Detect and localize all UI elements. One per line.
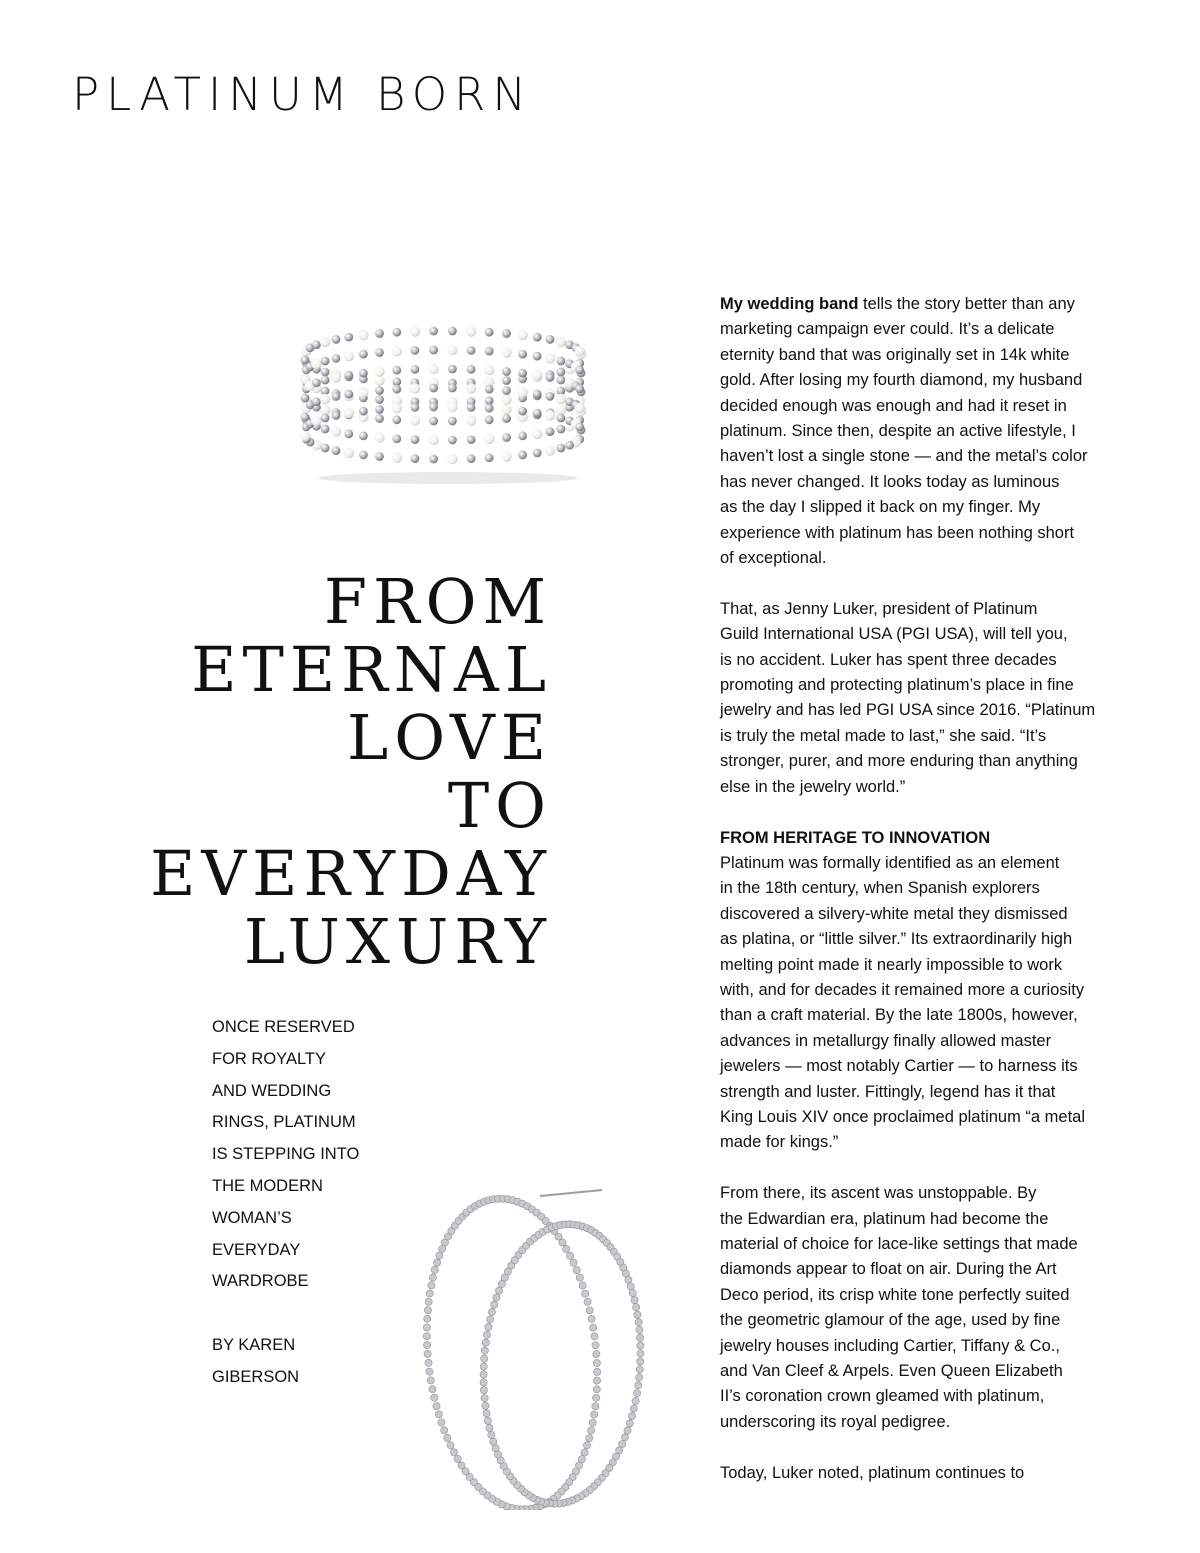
lead-in: My wedding band — [720, 295, 859, 313]
headline-line: LOVE — [347, 701, 552, 774]
paragraph-line: jewelry houses including Cartier, Tiffany & Co., — [720, 1336, 1060, 1355]
deck-line: FOR ROYALTY — [212, 1049, 326, 1068]
paragraph-line: decided enough was enough and had it reset in — [720, 396, 1067, 415]
paragraph-line: Deco period, its crisp white tone perfectly suited — [720, 1285, 1070, 1304]
paragraph-line: advances in metallurgy finally allowed master — [720, 1031, 1052, 1050]
masthead: PLATINUM BORN — [72, 68, 534, 121]
paragraph-line: jewelry and has led PGI USA since 2016. “Platinum — [720, 701, 1096, 720]
paragraph-line: strength and luster. Fittingly, legend has it that — [720, 1082, 1056, 1101]
paragraph-line: haven’t lost a single stone — and the metal’s color — [720, 447, 1088, 466]
paragraph-line: King Louis XIV once proclaimed platinum “a metal — [720, 1107, 1086, 1126]
paragraph-line: melting point made it nearly impossible to work — [720, 955, 1063, 974]
headline-line: TO — [447, 769, 552, 842]
hoop-earrings-photo — [412, 1186, 668, 1510]
paragraph-line: as platina, or “little silver.” Its extraordinarily high — [720, 930, 1073, 949]
headline-line: FROM — [323, 565, 552, 638]
paragraph-line: Platinum was formally identified as an element — [720, 853, 1060, 872]
paragraph-line: My wedding band tells the story better than any — [720, 295, 1075, 313]
deck-line: WARDROBE — [212, 1272, 309, 1291]
headline — [150, 565, 552, 978]
deck-line: THE MODERN — [212, 1176, 323, 1195]
deck-line: RINGS, PLATINUM — [212, 1113, 356, 1132]
paragraph-line: has never changed. It looks today as luminous — [720, 472, 1060, 491]
paragraph-line: else in the jewelry world.” — [720, 777, 906, 796]
paragraph-line: stronger, purer, and more enduring than anything — [720, 752, 1078, 771]
byline: BY KAREN — [212, 1335, 296, 1354]
paragraph-line: marketing campaign ever could. It’s a delicate — [720, 320, 1055, 339]
byline: GIBERSON — [212, 1367, 300, 1386]
paragraph-line: material of choice for lace-like settings that made — [720, 1234, 1078, 1253]
paragraph-line: is no accident. Luker has spent three decades — [720, 650, 1057, 669]
paragraph-line: the Edwardian era, platinum had become the — [720, 1209, 1049, 1228]
paragraph-line: promoting and protecting platinum’s place in fine — [720, 676, 1074, 695]
paragraph-line: is truly the metal made to last,” she said. “It’s — [720, 726, 1047, 745]
paragraph-line: with, and for decades it remained more a curiosity — [720, 980, 1085, 999]
paragraph-line: eternity band that was originally set in 14k white — [720, 345, 1070, 364]
paragraph-line: as the day I slipped it back on my finger. My — [720, 498, 1041, 517]
paragraph-line: Guild International USA (PGI USA), will tell you, — [720, 625, 1068, 644]
paragraph-line: and Van Cleef & Arpels. Even Queen Elizabeth — [720, 1362, 1063, 1381]
deck-line: EVERYDAY — [212, 1240, 301, 1259]
paragraph-line: than a craft material. By the late 1800s, however, — [720, 1006, 1078, 1025]
bracelet-photo — [288, 292, 606, 490]
paragraph-line: jewelers — most notably Cartier — to harness its — [720, 1057, 1078, 1076]
deck-line: ONCE RESERVED — [212, 1018, 355, 1036]
paragraph-line: the geometric glamour of the age, used by fine — [720, 1311, 1061, 1330]
paragraph-line: II’s coronation crown gleamed with platinum, — [720, 1387, 1045, 1406]
paragraph-line: experience with platinum has been nothing short — [720, 523, 1075, 542]
paragraph-line: That, as Jenny Luker, president of Platinum — [720, 599, 1038, 618]
deck — [212, 1012, 412, 1394]
deck-line: IS STEPPING INTO — [212, 1145, 360, 1164]
section-subhead: FROM HERITAGE TO INNOVATION — [720, 828, 991, 847]
paragraph-line: discovered a silvery-white metal they dismissed — [720, 904, 1068, 923]
paragraph-line: diamonds appear to float on air. During the Art — [720, 1260, 1057, 1279]
paragraph-line: in the 18th century, when Spanish explorers — [720, 879, 1040, 898]
deck-line: AND WEDDING — [212, 1081, 332, 1100]
paragraph-line: gold. After losing my fourth diamond, my husband — [720, 371, 1083, 390]
paragraph-line: platinum. Since then, despite an active lifestyle, I — [720, 422, 1076, 441]
article-body — [720, 292, 1140, 1486]
headline-line: EVERYDAY — [150, 837, 552, 910]
headline-line: ETERNAL — [191, 633, 552, 706]
paragraph-line: From there, its ascent was unstoppable. By — [720, 1184, 1037, 1203]
paragraph-line: made for kings.” — [720, 1133, 839, 1152]
deck-line: WOMAN’S — [212, 1208, 292, 1227]
paragraph-line: of exceptional. — [720, 549, 827, 568]
paragraph-line: Today, Luker noted, platinum continues to — [720, 1463, 1025, 1482]
paragraph-line: underscoring its royal pedigree. — [720, 1412, 951, 1431]
headline-line: LUXURY — [243, 905, 552, 978]
